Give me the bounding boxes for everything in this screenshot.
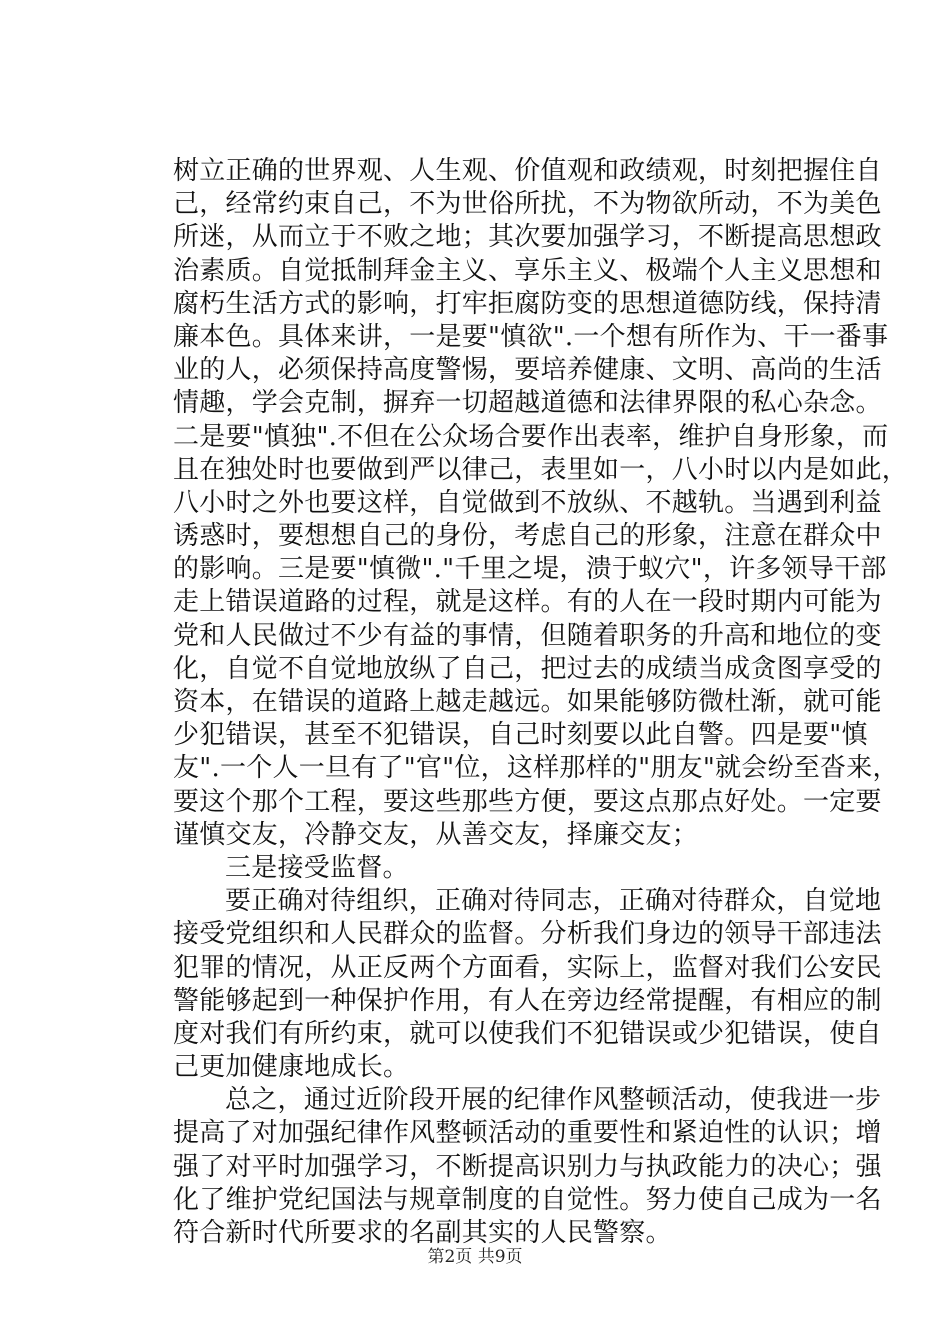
text-line: 治素质。自觉抵制拜金主义、享乐主义、极端个人主义思想和: [173, 255, 882, 286]
text-line: 所迷，从而立于不败之地；其次要加强学习，不断提高思想政: [173, 222, 882, 253]
text-line: 党和人民做过不少有益的事情，但随着职务的升高和地位的变: [173, 620, 882, 651]
text-line: 廉本色。具体来讲，一是要"慎欲".一个想有所作为、干一番事: [173, 321, 889, 352]
text-line: 二是要"慎独".不但在公众场合要作出表率，维护自身形象，而: [173, 421, 889, 452]
text-line: 少犯错误，甚至不犯错误，自己时刻要以此自警。四是要"慎: [173, 720, 868, 751]
text-line: 符合新时代所要求的名副其实的人民警察。: [173, 1218, 672, 1248]
text-line: 己更加健康地成长。: [173, 1052, 410, 1083]
page-number-footer: 第2页 共9页: [427, 1247, 523, 1267]
text-line: 要这个那个工程，要这些那些方便，要这点那点好处。一定要: [173, 786, 882, 817]
text-line: 化了维护党纪国法与规章制度的自觉性。努力使自己成为一名: [173, 1184, 882, 1215]
text-line: 八小时之外也要这样，自觉做到不放纵、不越轨。当遇到利益: [173, 487, 882, 518]
text-line: 犯罪的情况，从正反两个方面看，实际上，监督对我们公安民: [173, 952, 882, 983]
section-heading: 三是接受监督。: [225, 852, 409, 883]
text-line: 接受党组织和人民群众的监督。分析我们身边的领导干部违法: [173, 919, 882, 950]
text-line: 腐朽生活方式的影响，打牢拒腐防变的思想道德防线，保持清: [173, 288, 882, 319]
text-line: 己，经常约束自己，不为世俗所扰，不为物欲所动，不为美色: [173, 189, 882, 220]
text-line: 友".一个人一旦有了"官"位，这样那样的"朋友"就会纷至沓来，: [173, 753, 899, 784]
text-line: 强了对平时加强学习，不断提高识别力与执政能力的决心；强: [173, 1151, 882, 1182]
text-line: 总之，通过近阶段开展的纪律作风整顿活动，使我进一步: [225, 1085, 882, 1116]
text-line: 业的人，必须保持高度警惕，要培养健康、文明、高尚的生活: [173, 355, 882, 386]
text-line: 走上错误道路的过程，就是这样。有的人在一段时期内可能为: [173, 587, 882, 618]
text-line: 谨慎交友，冷静交友，从善交友，择廉交友；: [173, 819, 699, 850]
text-line: 警能够起到一种保护作用，有人在旁边经常提醒，有相应的制: [173, 985, 882, 1016]
text-line: 诱惑时，要想想自己的身份，考虑自己的形象，注意在群众中: [173, 521, 882, 552]
text-line: 情趣，学会克制，摒弃一切超越道德和法律界限的私心杂念。: [173, 388, 882, 419]
text-line: 化，自觉不自觉地放纵了自己，把过去的成绩当成贪图享受的: [173, 653, 882, 684]
text-line: 树立正确的世界观、人生观、价值观和政绩观，时刻把握住自: [173, 156, 882, 186]
text-line: 资本，在错误的道路上越走越远。如果能够防微杜渐，就可能: [173, 687, 882, 717]
text-line: 要正确对待组织，正确对待同志，正确对待群众，自觉地: [225, 886, 882, 917]
text-line: 度对我们有所约束，就可以使我们不犯错误或少犯错误，使自: [173, 1018, 882, 1049]
document-body: [173, 155, 909, 1250]
text-line: 提高了对加强纪律作风整顿活动的重要性和紧迫性的认识；增: [173, 1118, 882, 1149]
text-line: 的影响。三是要"慎微"."千里之堤，溃于蚁穴"，许多领导干部: [173, 554, 887, 585]
text-line: 且在独处时也要做到严以律己，表里如一，八小时以内是如此，: [173, 454, 909, 485]
